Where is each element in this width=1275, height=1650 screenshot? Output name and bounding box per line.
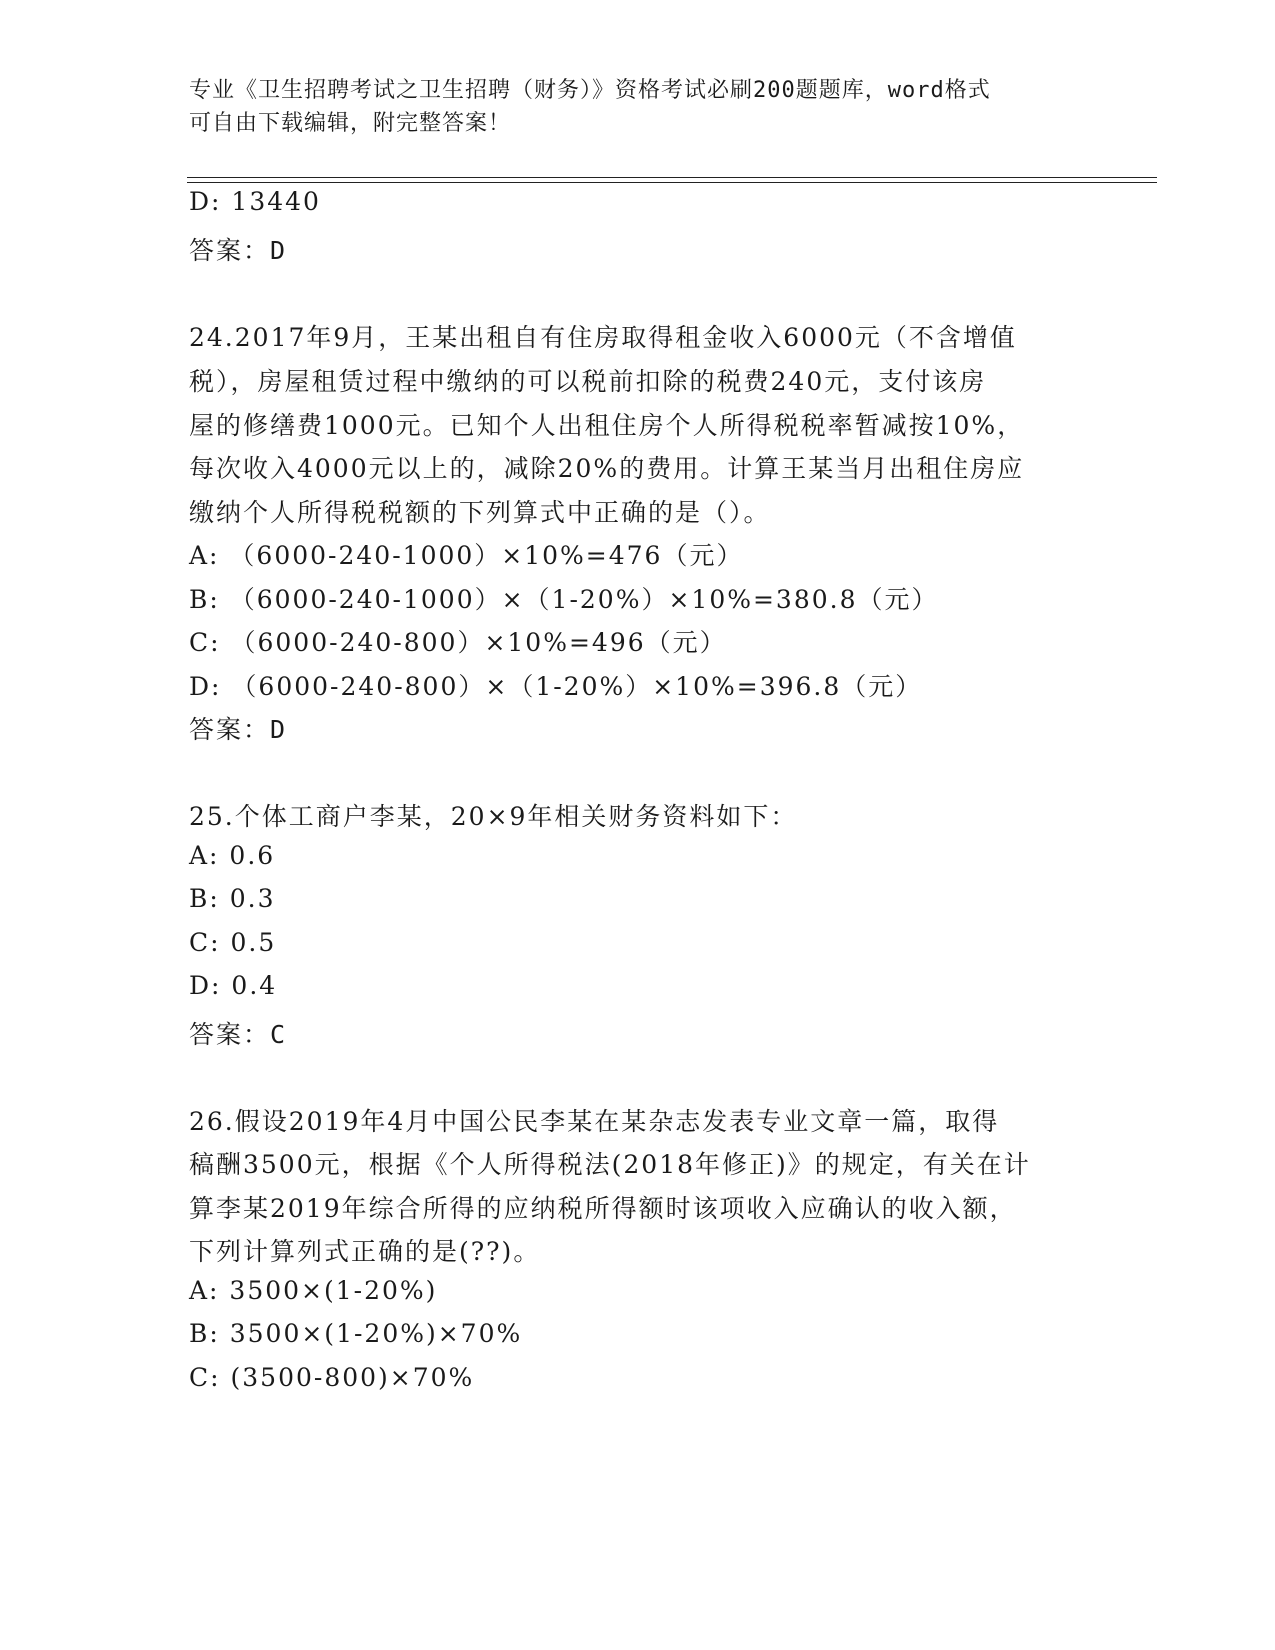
q26-option-a: A: 3500×(1-20%) <box>189 1276 438 1305</box>
q26-option-b: B: 3500×(1-20%)×70% <box>189 1319 523 1348</box>
q25-answer: 答案：C <box>189 1020 288 1049</box>
page-header <box>189 74 1069 140</box>
q24-stem-line-3: 屋的修缮费1000元。已知个人出租住房个人所得税税率暂减按10%， <box>189 411 1025 440</box>
q24-stem-line-1: 24.2017年9月，王某出租自有住房取得租金收入6000元（不含增值 <box>189 323 1017 352</box>
q26-stem-line-1: 26.假设2019年4月中国公民李某在某杂志发表专业文章一篇，取得 <box>189 1107 1000 1136</box>
prev-answer: 答案：D <box>189 236 288 265</box>
q25-stem-line-1: 25.个体工商户李某，20×9年相关财务资料如下： <box>189 802 798 831</box>
q25-option-a: A: 0.6 <box>189 841 276 870</box>
header-title-line-1: 专业《卫生招聘考试之卫生招聘（财务）》资格考试必刷200题题库，word格式 <box>189 78 991 103</box>
header-divider-bottom <box>187 182 1157 183</box>
q26-stem-line-2: 稿酬3500元，根据《个人所得税法(2018年修正)》的规定，有关在计 <box>189 1150 1031 1179</box>
q26-stem-line-3: 算李某2019年综合所得的应纳税所得额时该项收入应确认的收入额， <box>189 1194 1017 1223</box>
q25-option-d: D: 0.4 <box>189 971 278 1000</box>
q24-option-b: B: （6000-240-1000）×（1-20%）×10%=380.8（元） <box>189 585 939 614</box>
q24-stem-line-4: 每次收入4000元以上的，减除20%的费用。计算王某当月出租住房应 <box>189 454 1025 483</box>
q25-option-b: B: 0.3 <box>189 884 276 913</box>
header-title-line-2: 可自由下载编辑，附完整答案！ <box>189 111 512 136</box>
q25-option-c: C: 0.5 <box>189 928 277 957</box>
q24-option-d: D: （6000-240-800）×（1-20%）×10%=396.8（元） <box>189 672 923 701</box>
q24-option-a: A: （6000-240-1000）×10%=476（元） <box>189 541 744 570</box>
q24-option-c: C: （6000-240-800）×10%=496（元） <box>189 628 727 657</box>
q24-answer: 答案：D <box>189 715 288 744</box>
q24-stem-line-2: 税），房屋租赁过程中缴纳的可以税前扣除的税费240元，支付该房 <box>189 367 987 396</box>
header-divider-top <box>187 177 1157 178</box>
prev-option-d: D: 13440 <box>189 187 321 216</box>
q24-stem-line-5: 缴纳个人所得税税额的下列算式中正确的是（）。 <box>189 498 771 527</box>
q26-stem-line-4: 下列计算列式正确的是(??)。 <box>189 1237 541 1266</box>
q26-option-c: C: (3500-800)×70% <box>189 1363 475 1392</box>
